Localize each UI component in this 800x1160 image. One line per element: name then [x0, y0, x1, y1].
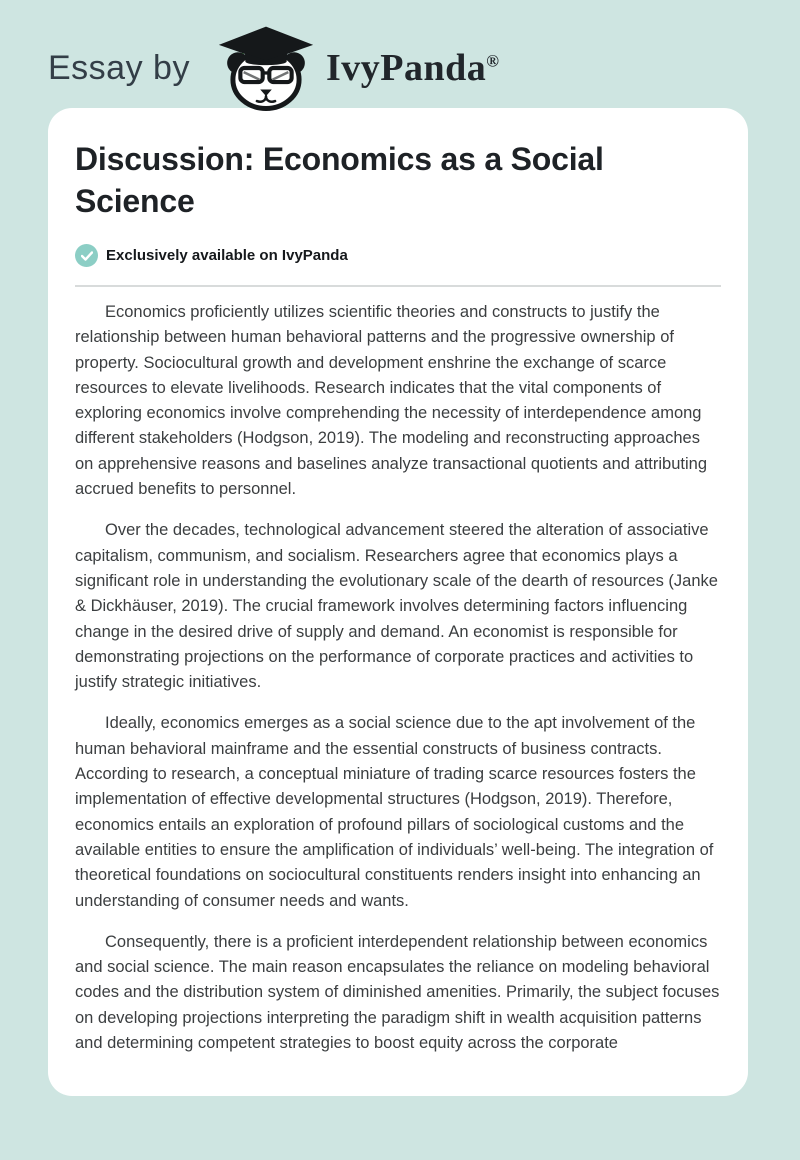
essay-paragraph-3: Ideally, economics emerges as a social science due to the apt involvement of the human behavioral mainframe and the essential constructs of business contracts. According to research, a conceptual miniature of trading scarce resources fosters the implementation of effective developmental structures (Hodgson, 2019). Therefore, economics entails an exploration of profound pillars of sociological customs and the available entities to ensure the amplification of individuals’ well-being. The integration of theoretical foundations on sociocultural constituents renders insight into enhancing an understanding of consumer needs and wants.: [75, 714, 714, 910]
brand-name[interactable]: IvyPanda®: [325, 47, 500, 89]
essay-paragraph-2: Over the decades, technological advancement steered the alteration of associative capitalism, communism, and socialism. Researchers agree that economics plays a significant role in understanding the evolutionary scale of the dearth of resources (Janke & Dickhäuser, 2019). The crucial framework involves determining factors influencing change in the desired drive of supply and demand. An economist is responsible for demonstrating projections on the performance of corporate practices and activities to justify strategic initiatives.: [75, 521, 718, 692]
essay-paragraph-4: Consequently, there is a proficient interdependent relationship between economics and social science. The main reason encapsulates the reliance on modeling behavioral codes and the distribution system of diminished amenities. Primarily, the subject focuses on developing projections interpreting the paradigm shift in wealth acquisition patterns and determining competent strategies to boost equity across the corporate: [75, 932, 720, 1053]
site-header: [0, 0, 800, 112]
essay-title: Discussion: Economics as a Social Science: [75, 141, 604, 219]
panda-graduate-logo-icon: [212, 25, 320, 111]
ivypanda-logo-link[interactable]: [212, 25, 499, 111]
essay-card: [48, 108, 748, 1096]
registered-trademark: ®: [486, 51, 500, 71]
availability-badge-label: Exclusively available on IvyPanda: [106, 247, 348, 264]
checkmark-icon: [75, 244, 98, 267]
divider: [75, 285, 721, 287]
availability-badge: [75, 244, 721, 267]
essay-paragraph-1: Economics proficiently utilizes scientific theories and constructs to justify the relationship between human behavioral patterns and the progressive ownership of property. Sociocultural growth and development enshrine the exchange of scarce resources to elevate livelihoods. Research indicates that the vital components of exploring economics involve comprehending the necessity of interdependence among different stakeholders (Hodgson, 2019). The modeling and reconstructing approaches on apprehensive reasons and baselines analyze transactional quotients and attributing accrued benefits to personnel.: [75, 303, 708, 499]
essay-body: [75, 300, 721, 1056]
essay-by-label: Essay by: [48, 48, 190, 87]
